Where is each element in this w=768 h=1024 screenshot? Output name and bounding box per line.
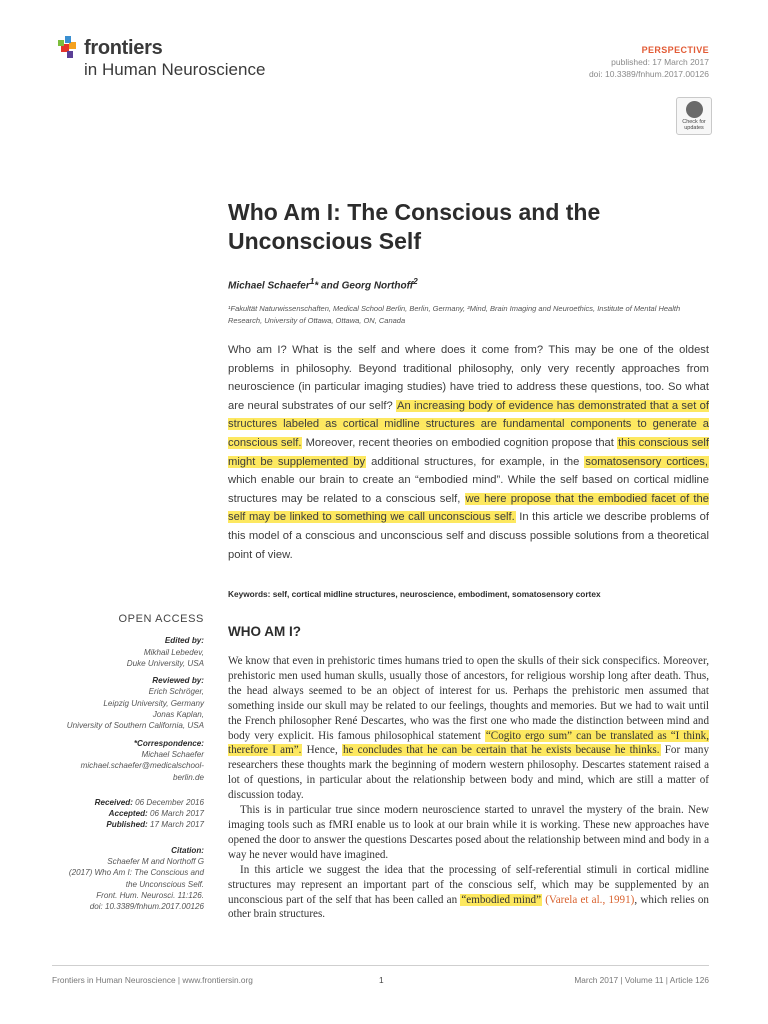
affiliation-mark: 1 [309,276,315,286]
editor-affiliation: Duke University, USA [126,658,204,668]
paragraph: This is in particular true since modern neuroscience started to unravel the mystery of the brain. New imaging tools such as fMRI enable us to look at our brain while it is working. These new approaches have opened the door to answer the questions Descartes posed about the relationship between mind and body in a way he never would have imagined. [228,804,709,861]
reviewer-name: Erich Schröger, [148,687,204,697]
article-title: Who Am I: The Conscious and the Unconscious Self [228,199,601,254]
frontiers-logo-icon[interactable] [58,36,80,60]
correspondence-email[interactable]: berlin.de [172,772,204,782]
author-connector: and [318,280,342,292]
paragraph-text: Hence, [302,744,342,757]
published-date: published: 17 March 2017 [611,57,709,67]
keywords: Keywords: self, cortical midline structures, neuroscience, embodiment, somatosensory cortex [228,589,601,599]
check-updates-icon [686,101,703,118]
abstract-text: additional structures, for example, in the [366,455,585,468]
citation-line[interactable]: doi: 10.3389/fnhum.2017.00126 [89,902,204,912]
highlight: An increasing body of evidence has demonstrated that a set of structures labeled as cortical midline structures are fundamental components to generate a conscious self. [228,399,709,449]
correspondence-name: Michael Schaefer [141,749,204,759]
paragraph-text: In this article we suggest the idea that the processing of self-referential stimuli in cortical midline structures may represent an important part of the conscious self, which may be supplemented by an unconscious part of the self that has been called an [228,863,709,906]
abstract-text: which enable our brain to create an “embodied mind”. While the self based on cortical midline structures may be related to a conscious self, [228,474,709,505]
editor-name: Mikhail Lebedev, [143,647,204,657]
highlight: somatosensory cortices, [585,455,709,468]
paragraph [228,654,709,803]
published-date: Published: 17 March 2017 [106,820,204,830]
journal-name[interactable]: in Human Neuroscience [84,60,266,79]
article-sidebar [50,614,204,913]
abstract-text: Who am I? What is the self and where does it come from? This may be one of the oldest problems in philosophy. Beyond traditional philosophy, only very recently approaches from neuroscience (in particular imaging studies) have tried to address these questions, too. So what are neural substrates of our self? [228,344,709,412]
citation-link[interactable]: (Varela et al., 1991) [545,893,635,906]
highlight: he concludes that he can be certain that he exists because he thinks. [342,744,660,757]
citation-line: (2017) Who Am I: The Conscious and [68,868,204,878]
citation-label: Citation: [171,845,204,855]
check-updates-label: Check for updates [682,119,706,131]
author-name[interactable]: Michael Schaefer [228,280,310,292]
doi[interactable]: doi: 10.3389/fnhum.2017.00126 [588,69,709,79]
highlight: we here propose that the embodied facet of the self may be linked to something we call unconscious self. [228,492,709,524]
citation-line: the Unconscious Self. [125,879,204,889]
abstract-text: In this article we describe problems of this model of a conscious and unconscious self and discuss possible solutions from a theoretical point of view. [228,511,709,561]
affiliation-mark: 2 [413,276,418,286]
article-type: PERSPECTIVE [641,45,709,55]
corresponding-mark: * [314,280,319,292]
check-for-updates-button[interactable] [676,97,712,135]
reviewed-by-label: Reviewed by: [152,676,204,686]
affiliations: ¹Fakultät Naturwissenschaften, Medical School Berlin, Berlin, Germany, ²Mind, Brain Imaging and Neuroethics, Institute of Mental Health Research, University of Ottawa, Ottawa, ON, Canada [228,304,681,325]
citation-line: Schaefer M and Northoff G [107,857,204,867]
paragraph-text: , which relies on other brain structures. [228,893,709,921]
footer-issue: March 2017 | Volume 11 | Article 126 [574,975,709,985]
correspondence-email[interactable]: michael.schaefer@medicalschool- [80,761,204,771]
author-name[interactable]: Georg Northoff [341,280,414,292]
reviewer-affiliation: Leipzig University, Germany [103,698,204,708]
footer-divider [52,965,709,966]
highlight: “Cogito ergo sum” can be translated as “I think, therefore I am”. [228,729,710,757]
abstract [228,341,709,564]
received-date: Received: 06 December 2016 [94,797,204,807]
paragraph-text: We know that even in prehistoric times humans tried to open the skulls of their sick conspecifics. Moreover, prehistoric men used human skulls, usually those of ancestors, for religious worship long after death. Thus, the head always seemed to be an object of interest for us. Perhaps the prehistoric men assumed that something inside our skull may be related to our feelings, thoughts and memories. But we had to wait until the French philosopher René Descartes, who was the first one who made the distinction between mind and body very explicit. His famous philosophical statement [228,655,709,742]
paragraph [228,863,709,923]
correspondence-label: *Correspondence: [133,738,204,748]
highlight: “embodied mind” [461,893,541,906]
page-number: 1 [379,975,384,985]
reviewer-name: Jonas Kaplan, [152,710,204,720]
accepted-date: Accepted: 06 March 2017 [108,809,204,819]
citation-line: Front. Hum. Neurosci. 11:126. [96,890,204,900]
article-meta [589,44,709,80]
edited-by-label: Edited by: [164,636,204,646]
highlight: this conscious self might be supplemented by [228,436,709,468]
body-text [228,654,709,922]
footer-journal[interactable]: Frontiers in Human Neuroscience | www.frontiersin.org [52,975,253,985]
abstract-text: Moreover, recent theories on embodied cognition propose that [302,436,618,449]
open-access-label[interactable]: OPEN ACCESS [118,613,204,625]
brand-name[interactable]: frontiers [84,37,163,59]
paragraph-text: For many researchers these thoughts mark the beginning of modern western philosophy. Descartes statement raised a lot of questions, in particular about the relationship between body and mind, which are still a matter of discussion today. [228,744,710,802]
reviewer-affiliation: University of Southern California, USA [66,721,204,731]
section-heading: WHO AM I? [228,624,301,639]
author-list [228,276,418,291]
